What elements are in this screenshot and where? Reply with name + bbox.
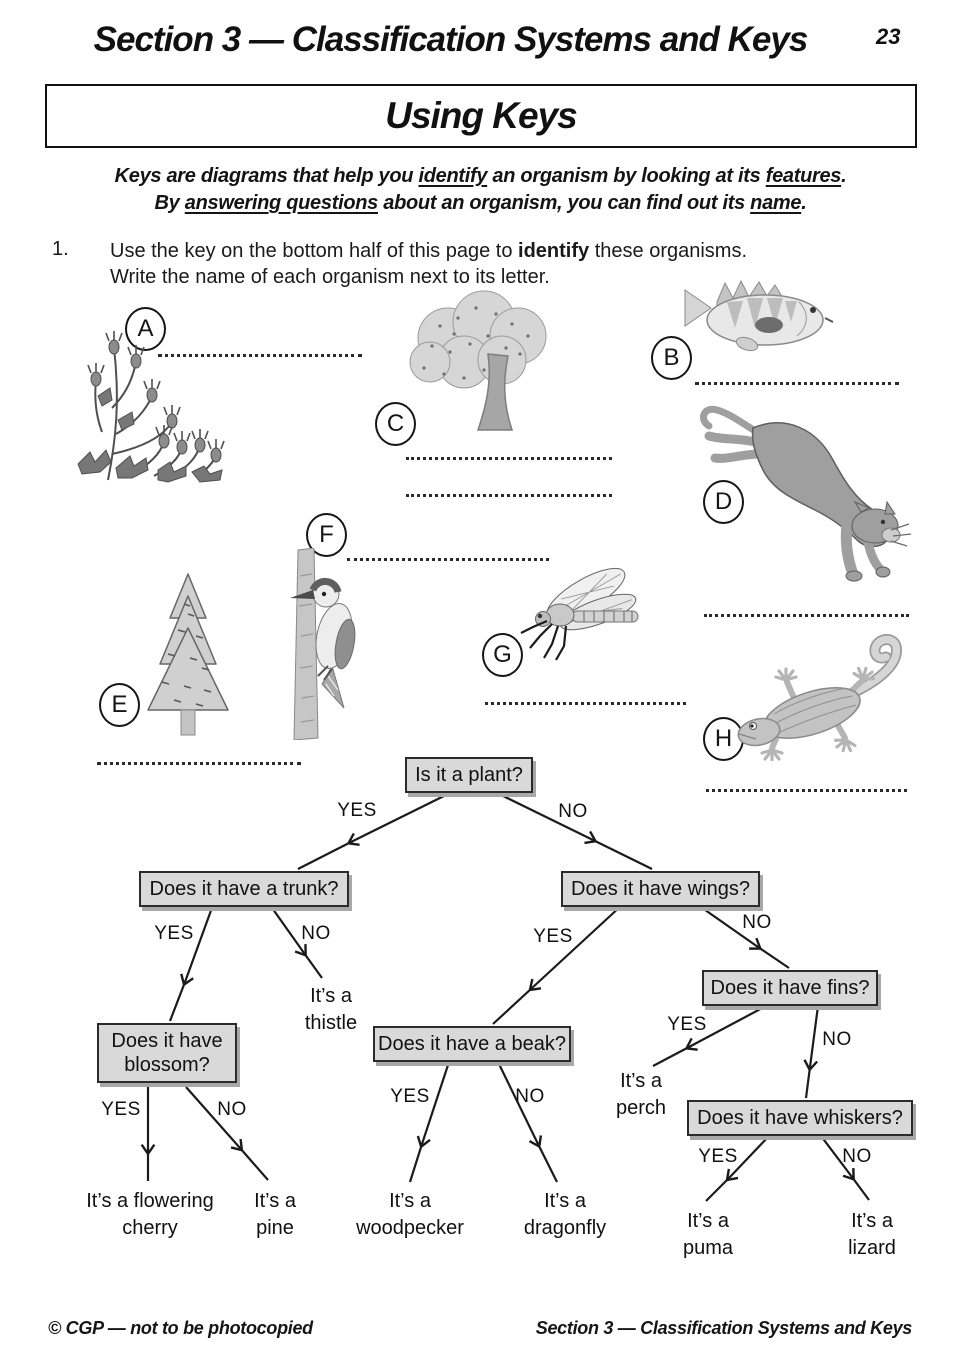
letter-circle-d: D <box>703 480 744 524</box>
intro-line-2: By answering questions about an organism, you can find out its name. <box>154 192 807 214</box>
question-text <box>110 238 747 290</box>
page-number: 23 <box>876 24 901 49</box>
leaping-puma-illustration <box>695 398 913 583</box>
footer-section-title: Section 3 — Classification Systems and Keys <box>535 1318 912 1338</box>
key-answer-puma: It’s a puma <box>682 1210 734 1259</box>
copyright-notice: © CGP — not to be photocopied <box>48 1318 313 1338</box>
branch-label-blossom-yes: YES <box>101 1099 141 1120</box>
branch-label-fins-no: NO <box>822 1029 852 1050</box>
branch-label-plant-yes: YES <box>337 800 377 821</box>
woodpecker-illustration <box>282 548 368 740</box>
answer-line-c1[interactable] <box>406 443 612 460</box>
answer-line-b[interactable] <box>695 368 899 385</box>
thistle-illustration <box>72 312 237 484</box>
letter-circle-b: B <box>651 336 692 380</box>
key-answer-perch: It’s a perch <box>615 1070 667 1119</box>
key-node-does-it-have-a-beak: Does it have a beak? <box>373 1026 571 1062</box>
question-line-2: Write the name of each organism next to its letter. <box>110 266 550 288</box>
key-node-does-it-have-fins: Does it have fins? <box>702 970 878 1006</box>
branch-label-plant-no: NO <box>558 801 588 822</box>
lizard-illustration <box>728 634 910 761</box>
dragonfly-illustration <box>514 554 647 675</box>
answer-line-h[interactable] <box>706 775 907 792</box>
pine-tree-illustration <box>138 570 238 737</box>
branch-label-beak-yes: YES <box>390 1086 430 1107</box>
key-node-does-it-have-wings: Does it have wings? <box>561 871 760 907</box>
intro-line-1: Keys are diagrams that help you identify an organism by looking at its features. <box>114 165 847 187</box>
perch-fish-illustration <box>683 276 835 352</box>
letter-circle-c: C <box>375 402 416 446</box>
letter-circle-e: E <box>99 683 140 727</box>
answer-line-e[interactable] <box>97 748 301 765</box>
key-node-does-it-have-a-trunk: Does it have a trunk? <box>139 871 349 907</box>
key-answer-pine: It’s a pine <box>254 1190 296 1239</box>
key-node-does-it-have-blossom: Does it have blossom? <box>97 1023 237 1083</box>
branch-label-beak-no: NO <box>515 1086 545 1107</box>
key-node-is-it-a-plant: Is it a plant? <box>405 757 533 793</box>
branch-label-trunk-no: NO <box>301 923 331 944</box>
branch-label-fins-yes: YES <box>667 1014 707 1035</box>
question-number: 1. <box>52 238 69 260</box>
question-line-1: Use the key on the bottom half of this page to identify these organisms. <box>110 240 748 262</box>
branch-label-trunk-yes: YES <box>154 923 194 944</box>
letter-circle-a: A <box>125 307 166 351</box>
key-answer-lizard: It’s a lizard <box>848 1210 896 1259</box>
key-answer-flowering-cherry: It’s a flowering cherry <box>86 1190 214 1239</box>
key-answer-dragonfly: It’s a dragonfly <box>523 1190 607 1239</box>
branch-label-whiskers-no: NO <box>842 1146 872 1167</box>
letter-circle-h: H <box>703 717 744 761</box>
underlined-word-identify: identify <box>418 165 488 187</box>
underlined-words-answering-questions: answering questions <box>184 192 378 214</box>
section-header: Section 3 — Classification Systems and Keys <box>93 20 808 59</box>
branch-label-wings-yes: YES <box>533 926 573 947</box>
flowering-cherry-tree-illustration <box>388 290 564 432</box>
answer-line-c2[interactable] <box>406 480 612 497</box>
title-banner <box>45 84 917 148</box>
page-title: Using Keys <box>385 95 577 136</box>
branch-label-whiskers-yes: YES <box>698 1146 738 1167</box>
underlined-word-name: name <box>750 192 802 214</box>
key-answer-woodpecker: It’s a woodpecker <box>356 1190 464 1239</box>
intro-text <box>0 163 961 217</box>
answer-line-g[interactable] <box>485 688 686 705</box>
key-node-does-it-have-whiskers: Does it have whiskers? <box>687 1100 913 1136</box>
answer-line-d[interactable] <box>704 600 909 617</box>
key-answer-thistle: It’s a thistle <box>304 985 358 1034</box>
letter-circle-g: G <box>482 633 523 677</box>
underlined-word-features: features <box>765 165 842 187</box>
branch-label-blossom-no: NO <box>217 1099 247 1120</box>
letter-circle-f: F <box>306 513 347 557</box>
branch-label-wings-no: NO <box>742 912 772 933</box>
